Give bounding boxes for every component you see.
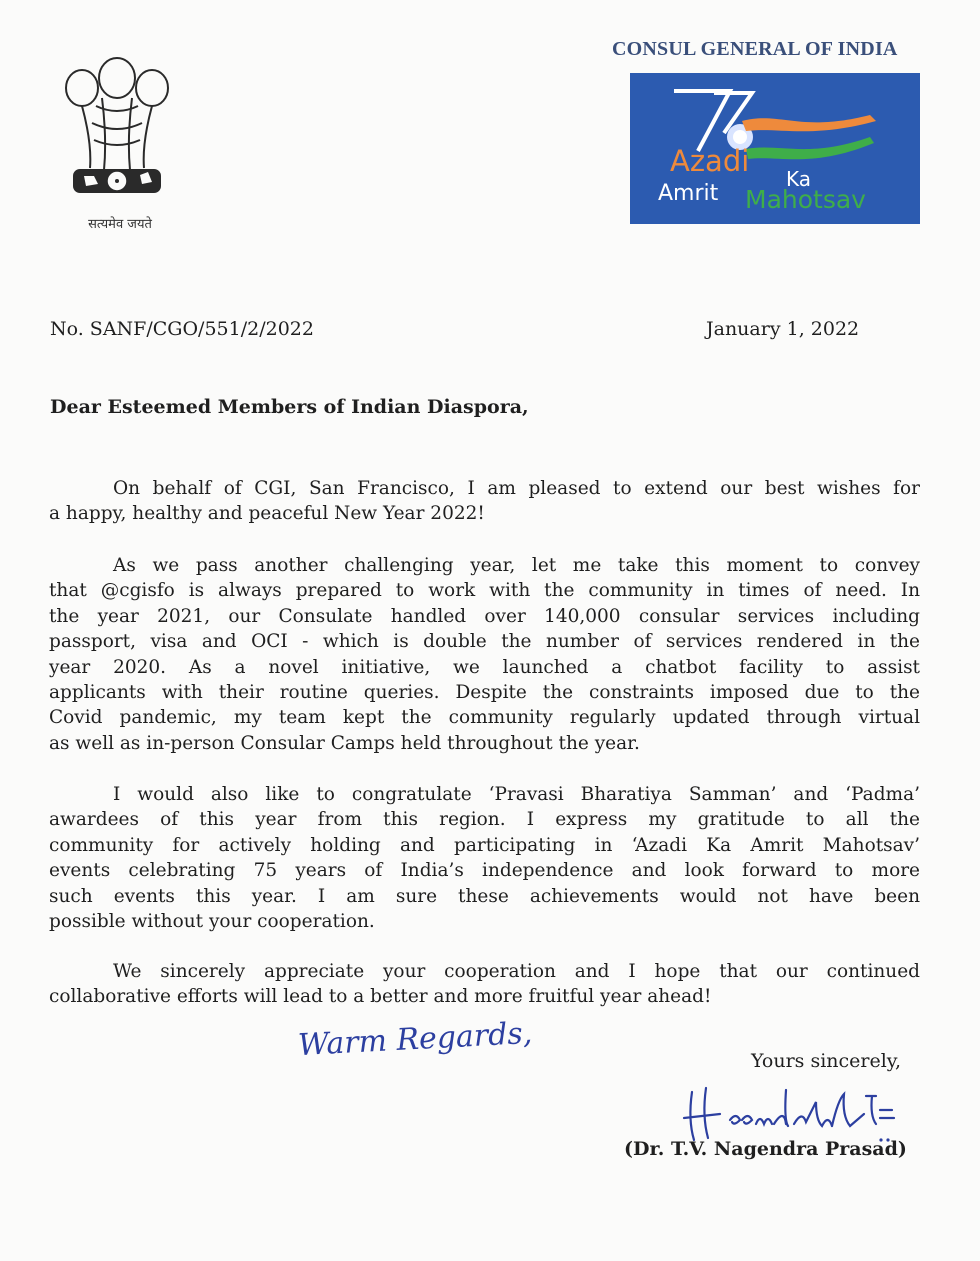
salutation: Dear Esteemed Members of Indian Diaspora, <box>50 396 529 418</box>
national-emblem-icon <box>52 48 182 238</box>
paragraph-line: such events this year. I am sure these achievements would not have been <box>49 885 920 907</box>
body-paragraph-2 <box>49 553 920 756</box>
paragraph-line: applicants with their routine queries. Despite the constraints imposed due to the <box>49 682 920 704</box>
closing-text: Yours sincerely, <box>751 1050 902 1072</box>
handwritten-warm-regards: Warm Regards, <box>297 1015 534 1064</box>
paragraph-line: year 2020. As a novel initiative, we launched a chatbot facility to assist <box>49 656 920 678</box>
paragraph-line: awardees of this year from this region. I express my gratitude to all the <box>49 809 920 831</box>
paragraph-line: On behalf of CGI, San Francisco, I am pleased to extend our best wishes for <box>113 478 920 499</box>
paragraph-line: events celebrating 75 years of India’s independence and look forward to more <box>49 860 920 882</box>
body-paragraph-3 <box>49 782 920 934</box>
paragraph-line: as well as in-person Consular Camps held throughout the year. <box>49 732 640 754</box>
paragraph-line: As we pass another challenging year, let me take this moment to convey <box>113 555 920 576</box>
logo-word-mahotsav: Mahotsav <box>745 185 866 214</box>
paragraph-line: that @cgisfo is always prepared to work with the community in times of need. In <box>49 580 920 602</box>
paragraph-line: possible without your cooperation. <box>49 911 375 933</box>
azadi-ka-amrit-mahotsav-logo <box>630 73 920 224</box>
logo-word-ka: Ka <box>786 167 812 191</box>
reference-number: No. SANF/CGO/551/2/2022 <box>50 318 314 340</box>
emblem-motto: सत्यमेव जयते <box>88 217 152 232</box>
office-title: CONSUL GENERAL OF INDIA <box>612 38 898 60</box>
logo-word-azadi: Azadi <box>670 144 750 178</box>
paragraph-line: community for actively holding and participating in ‘Azadi Ka Amrit Mahotsav’ <box>49 834 920 856</box>
signatory-name: (Dr. T.V. Nagendra Prasad) <box>624 1138 907 1160</box>
paragraph-line: a happy, healthy and peaceful New Year 2022! <box>49 503 485 525</box>
paragraph-line: I would also like to congratulate ‘Pravasi Bharatiya Samman’ and ‘Padma’ <box>113 784 920 805</box>
body-paragraph-4 <box>49 959 920 1010</box>
paragraph-line: collaborative efforts will lead to a better and more fruitful year ahead! <box>49 986 712 1008</box>
paragraph-line: the year 2021, our Consulate handled over 140,000 consular services including <box>49 605 920 627</box>
body-paragraph-1 <box>49 476 920 527</box>
paragraph-line: passport, visa and OCI - which is double the number of services rendered in the <box>49 631 920 653</box>
paragraph-line: We sincerely appreciate your cooperation and I hope that our continued <box>113 961 920 982</box>
letter-date: January 1, 2022 <box>706 318 860 340</box>
paragraph-line: Covid pandemic, my team kept the community regularly updated through virtual <box>49 707 920 729</box>
logo-word-amrit: Amrit <box>658 181 719 206</box>
